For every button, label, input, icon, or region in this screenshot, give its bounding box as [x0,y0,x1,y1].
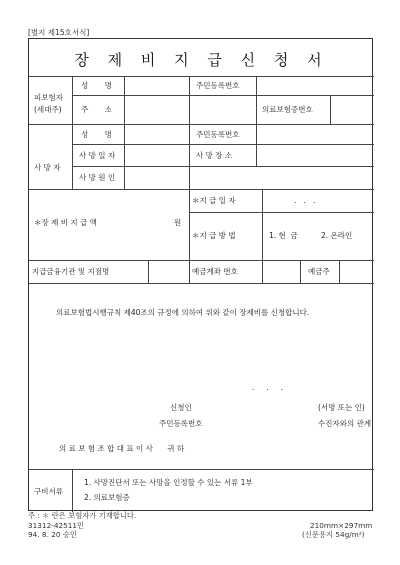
insured-section-sublabel: (세대주) [34,105,62,114]
application-date-placeholder: . . . [252,383,283,392]
deceased-resident-no-label: 주민등록번호 [196,130,240,139]
form-title: 장 제 비 지 급 신 청 서 [74,51,329,69]
pay-date-label: ＊지 급 일 자 [192,196,236,205]
funeral-amount-label: ＊장 제 비 지 급 액 [34,218,97,227]
death-date-label: 사 망 일 자 [79,151,116,160]
addressee-line: 의 료 보 험 조 합 대 표 이 사 귀 하 [59,444,185,453]
pay-date-placeholder: . . . [294,196,316,205]
application-form [28,38,373,511]
deceased-name-label: 성 명 [81,130,112,139]
death-place-label: 사 망 장 소 [196,151,233,160]
footer-form-code: 31312-42511민 [28,521,85,530]
pay-method-online-option: 2. 온라인 [321,231,353,240]
applicant-resident-no-label: 주민등록번호 [159,419,203,428]
applicant-label: 신청인 [170,403,192,412]
deceased-section-label: 사 망 자 [34,163,61,172]
attachment-item-death-certificate: 1. 사망진단서 또는 사망을 인정할 수 있는 서류 1부 [84,478,253,487]
pay-method-label: ＊지 급 방 법 [192,231,236,240]
footer-paper-type: (신문용지 54g/m²) [302,530,365,539]
insured-section-label: 피보험자 [34,93,63,102]
amount-unit-won: 원 [174,218,182,227]
attachment-item-insurance-card: 2. 의료보험증 [84,493,130,502]
insured-address-label: 주 소 [81,105,112,114]
attachments-label: 구비서류 [34,487,63,496]
footer-approval-date: 94. 8. 20 승인 [28,530,77,539]
signature-note: (서명 또는 인) [318,403,365,412]
footer-paper-size: 210mm×297mm [310,521,373,530]
application-statement: 의료보험법시행규칙 제40조의 규정에 의하여 위와 같이 장제비를 신청합니다. [56,308,310,317]
relation-to-patient-label: 수진자와의 관계 [318,419,372,428]
footer-note: 주 : ＊ 란은 보험자가 기재합니다. [28,511,137,520]
insurance-card-no-label: 의료보험증번호 [262,105,313,114]
bank-branch-label: 지급금융기관 및 지점명 [32,267,110,276]
form-number-tag: [별지 제15호서식] [28,28,90,37]
account-number-label: 예금계좌 번호 [192,267,238,276]
pay-method-cash-option: 1. 현 금 [269,231,298,240]
insured-name-label: 성 명 [81,81,112,90]
death-cause-label: 사 망 원 인 [79,173,116,182]
insured-resident-no-label: 주민등록번호 [196,81,240,90]
depositor-label: 예금주 [308,267,330,276]
